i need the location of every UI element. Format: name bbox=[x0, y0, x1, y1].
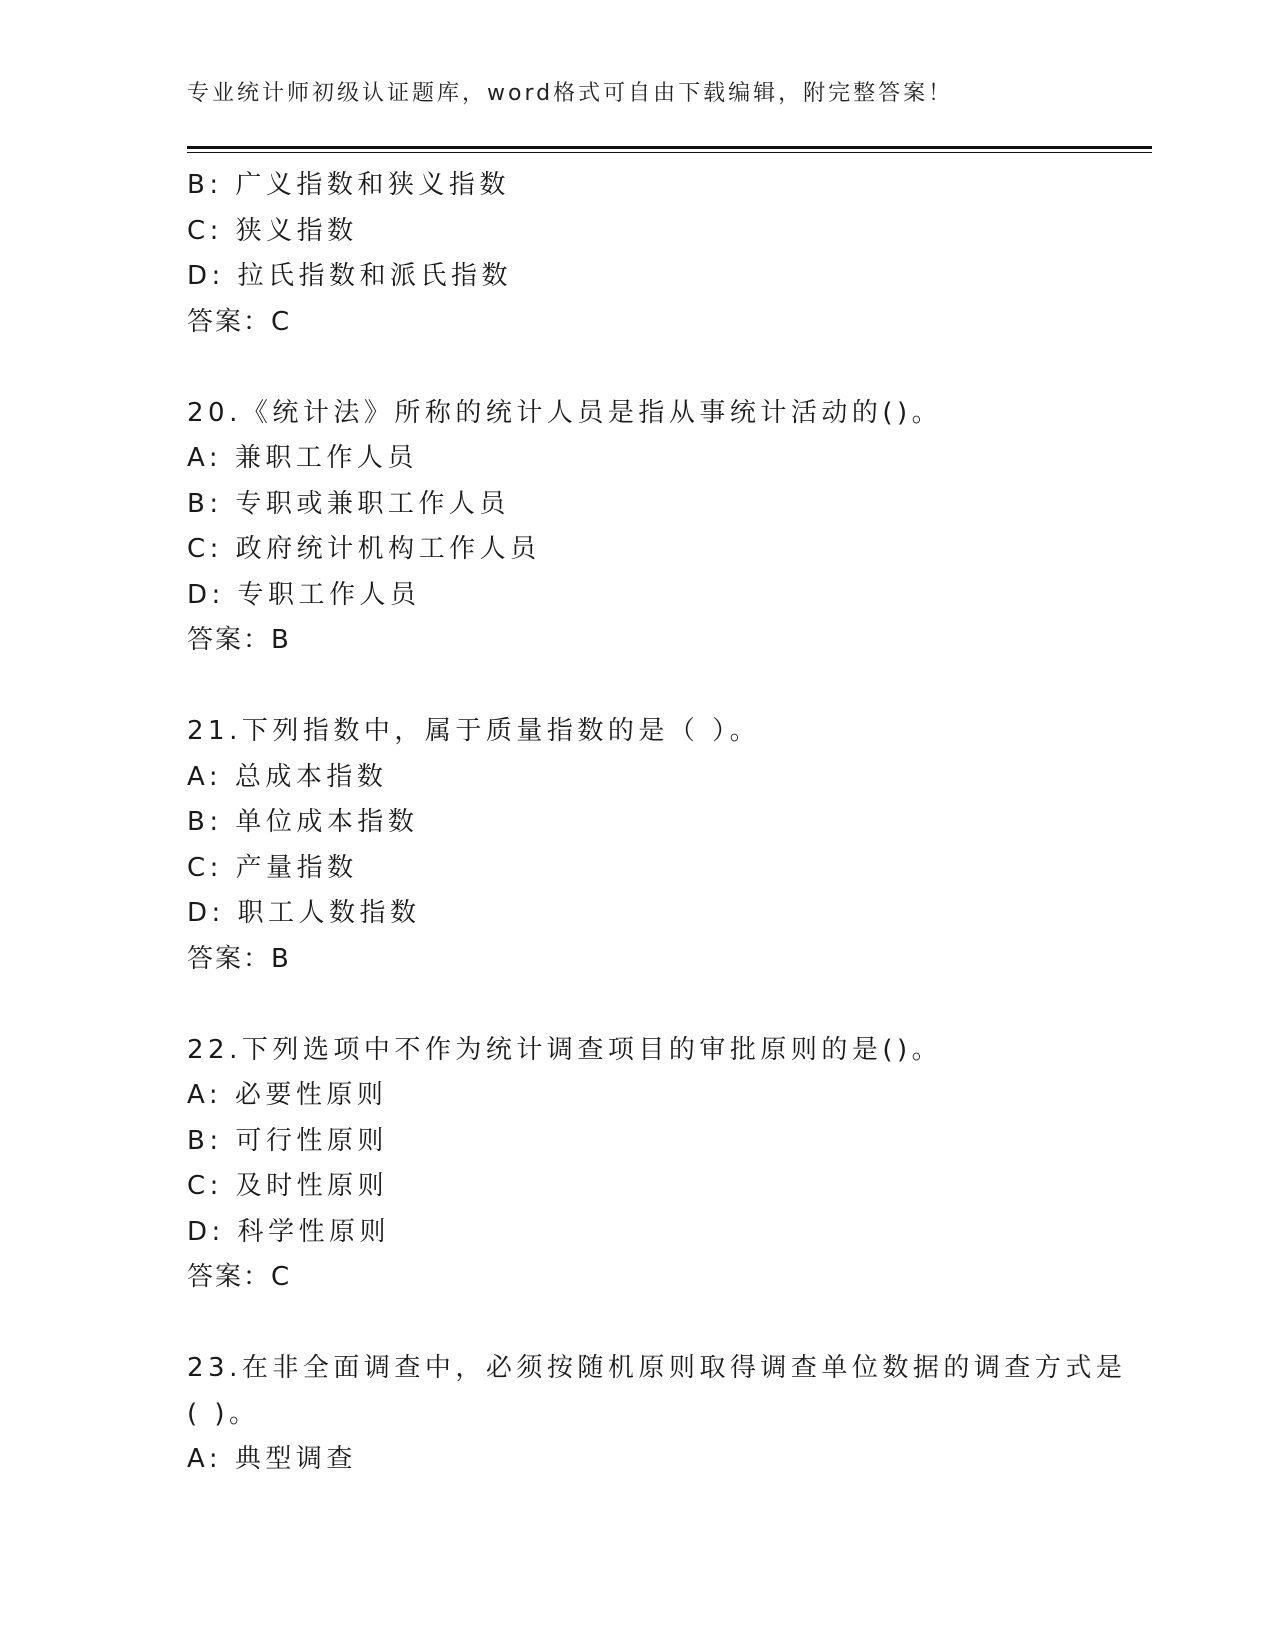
question-stem-continued: ( )。 bbox=[187, 1398, 260, 1429]
answer: 答案：C bbox=[187, 1262, 292, 1292]
answer: 答案：C bbox=[187, 306, 292, 337]
option-d: D: 科学性原则 bbox=[187, 1216, 391, 1247]
question-19-continued bbox=[187, 163, 1152, 345]
answer: 答案：B bbox=[187, 625, 291, 655]
question-stem: 22.下列选项中不作为统计调查项目的审批原则的是()。 bbox=[187, 1034, 943, 1065]
option-a: A: 总成本指数 bbox=[187, 761, 388, 792]
question-21 bbox=[187, 709, 1152, 982]
option-b: B: 广义指数和狭义指数 bbox=[187, 170, 510, 200]
question-stem: 23.在非全面调查中，必须按随机原则取得调查单位数据的调查方式是 bbox=[187, 1353, 1127, 1383]
option-b: B: 可行性原则 bbox=[187, 1125, 388, 1156]
option-d: D: 职工人数指数 bbox=[187, 898, 421, 928]
option-b: B: 单位成本指数 bbox=[187, 807, 419, 837]
option-d: D: 拉氏指数和派氏指数 bbox=[187, 261, 513, 291]
question-20 bbox=[187, 391, 1152, 664]
question-22 bbox=[187, 1028, 1152, 1301]
option-a: A: 典型调查 bbox=[187, 1444, 357, 1474]
header-rule-thick bbox=[187, 146, 1152, 149]
answer: 答案：B bbox=[187, 943, 291, 974]
option-c: C: 及时性原则 bbox=[187, 1171, 389, 1201]
option-a: A: 兼职工作人员 bbox=[187, 443, 418, 473]
question-23 bbox=[187, 1346, 1152, 1483]
question-stem: 21.下列指数中，属于质量指数的是（ ）。 bbox=[187, 716, 761, 746]
option-c: C: 产量指数 bbox=[187, 852, 358, 883]
option-d: D: 专职工作人员 bbox=[187, 579, 421, 610]
option-c: C: 狭义指数 bbox=[187, 215, 358, 246]
option-a: A: 必要性原则 bbox=[187, 1080, 388, 1110]
page-header: 专业统计师初级认证题库，word格式可自由下载编辑，附完整答案！ bbox=[187, 81, 954, 106]
option-c: C: 政府统计机构工作人员 bbox=[187, 534, 541, 564]
header-rule-thin bbox=[187, 152, 1152, 153]
option-b: B: 专职或兼职工作人员 bbox=[187, 488, 510, 519]
question-list bbox=[187, 163, 1152, 1483]
question-stem: 20.《统计法》所称的统计人员是指从事统计活动的()。 bbox=[187, 397, 943, 428]
